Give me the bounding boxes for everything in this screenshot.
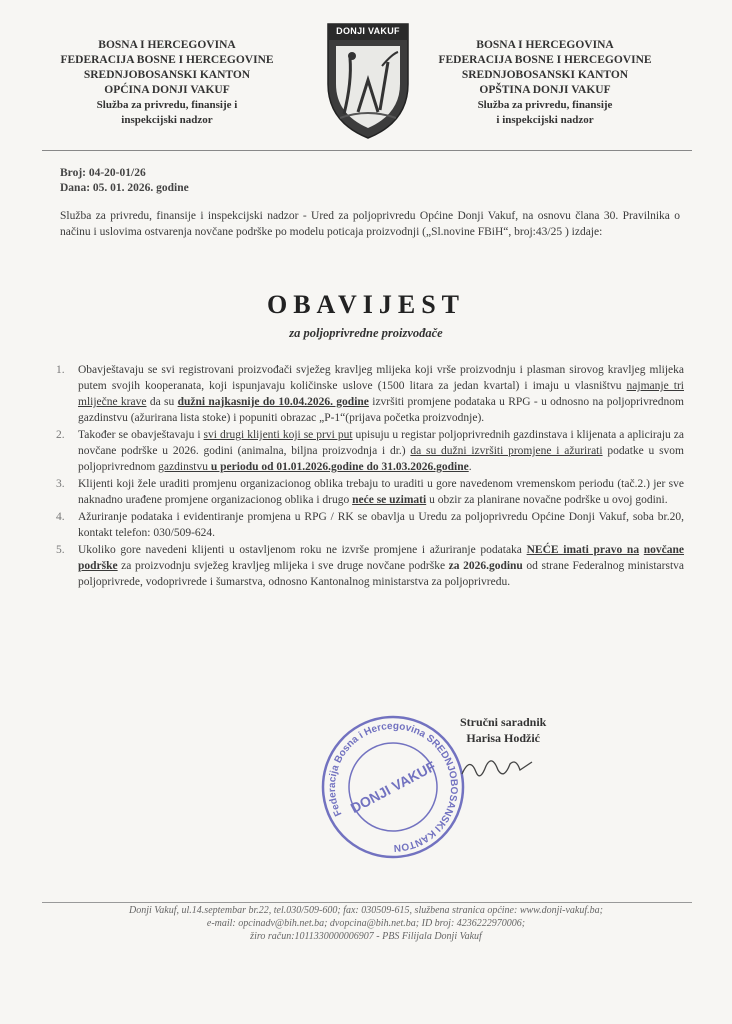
document-date: Dana: 05. 01. 2026. godine <box>60 182 189 194</box>
official-stamp <box>318 712 468 862</box>
footer-line1: Donji Vakuf, ul.14.septembar br.22, tel.030/509-600; fax: 030509-615, službena stranica općine: www.donji-vakuf.ba; <box>129 905 603 916</box>
header-right-line1: BOSNA I HERCEGOVINA <box>476 39 614 51</box>
header-left-line4: OPĆINA DONJI VAKUF <box>104 84 230 96</box>
item-deadline: dužni najkasnije do 10.04.2026. godine <box>177 396 369 408</box>
header-right <box>420 38 670 128</box>
item-text: . <box>468 461 472 473</box>
footer-line3: žiro račun:1011330000006907 - PBS Filijala Donji Vakuf <box>250 931 482 942</box>
header-left-line5: Služba za privredu, finansije i <box>96 99 238 111</box>
item-text-underlined: da su dužni izvršiti promjene i ažurirati <box>410 445 603 457</box>
handwritten-signature <box>458 752 538 786</box>
signer-name: Harisa Hodžić <box>466 731 541 745</box>
item-text: Klijenti koji žele uraditi promjenu organizacionog oblika trebaju to uraditi u gore navedenom vremenskom periodu (tač.2.) jer sve naknadno urađene promjene organizacionog oblika i drugo <box>78 478 684 506</box>
item-number: 1. <box>56 364 65 376</box>
header-left-line6: inspekcijski nadzor <box>121 114 213 126</box>
header-divider <box>42 150 692 151</box>
header-left-line1: BOSNA I HERCEGOVINA <box>98 39 236 51</box>
document-subtitle: za poljoprivredne proizvođače <box>289 326 443 340</box>
header-right-line2: FEDERACIJA BOSNE I HERCEGOVINE <box>438 54 652 66</box>
item-number: 5. <box>56 544 65 556</box>
document-title: OBAVIJEST <box>266 290 466 319</box>
header-right-line3: SREDNJOBOSANSKI KANTON <box>461 69 629 81</box>
item-text-underlined: NEĆE imati pravo na <box>526 544 640 556</box>
reference-number: Broj: 04-20-01/26 <box>60 167 146 179</box>
crest-label: DONJI VAKUF <box>336 26 400 36</box>
list-item <box>56 542 685 590</box>
item-text: Ažuriranje podataka i evidentiranje promjena u RPG / RK se obavlja u Uredu za poljoprivredu Općine Donji Vakuf, soba br.20, kontakt telefon: 030/509-624. <box>78 511 684 539</box>
list-item <box>56 509 684 541</box>
document-meta <box>60 166 189 196</box>
item-text-underlined: gazdinstvu <box>158 461 208 473</box>
item-text: upisuju u registar poljoprivrednih gazdinstava i klijenata a apliciraju za novčane podrške u 2026. godini (animalna, biljna proizvodnja i dr.) <box>78 429 684 457</box>
municipality-crest <box>322 22 414 140</box>
signer-title: Stručni saradnik <box>460 715 547 729</box>
item-text: izvršiti promjene podataka u RPG - u odnosno na poljoprivrednom gazdinstvu (ažurirana lista stoke) i popuniti obrazac „P-1“(prijava početka proizvodnje). <box>78 396 684 424</box>
item-text: podatke u svom poljoprivrednom <box>78 445 684 473</box>
stamp-outer-textpath: Federacija Bosna i Hercegovina SREDNJOBOSANSKI KANTON <box>326 720 460 854</box>
item-text-underlined: neće se uzimati <box>352 494 427 506</box>
header-left-line2: FEDERACIJA BOSNE I HERCEGOVINE <box>60 54 274 66</box>
header-left-line3: SREDNJOBOSANSKI KANTON <box>83 69 251 81</box>
header-right-line4: OPŠTINA DONJI VAKUF <box>479 84 611 96</box>
item-text: Također se obavještavaju i <box>78 429 204 441</box>
item-deadline: u periodu od 01.01.2026.godine do 31.03.2026.godine <box>208 461 469 473</box>
header-right-line6: i inspekcijski nadzor <box>496 114 594 126</box>
notice-list <box>56 362 685 591</box>
item-text-underlined: novčane podrške <box>78 544 685 572</box>
crest-icon <box>322 22 414 140</box>
item-text: u obzir za planirane novačne podrške u ovoj godini. <box>426 494 668 506</box>
item-text: za proizvodnju svježeg kravljeg mlijeka i sve druge novčane podrške <box>117 560 449 572</box>
footer-divider <box>42 902 692 903</box>
item-text-underlined: svi drugi klijenti koji se prvi put <box>203 429 353 441</box>
header-left <box>42 38 292 128</box>
list-item <box>56 427 684 475</box>
list-item <box>56 362 684 426</box>
footer-line2: e-mail: opcinadv@bih.net.ba; dvopcina@bih.net.ba; ID broj: 4236222970006; <box>206 918 526 929</box>
stamp-inner-text: DONJI VAKUF <box>347 757 439 817</box>
item-text: da su <box>146 396 178 408</box>
document-footer <box>40 904 692 943</box>
item-text: Ukoliko gore navedeni klijenti u ostavljenom roku ne izvrše promjene i ažuriranje podataka <box>78 544 527 556</box>
signer-block <box>460 714 546 746</box>
item-text-bold: za 2026.godinu <box>448 560 523 572</box>
list-item <box>56 476 684 508</box>
intro-paragraph: Služba za privredu, finansije i inspekcijski nadzor - Ured za poljoprivredu Općine Donji Vakuf, na osnovu člana 30. Pravilnika o načinu i uslovima ostvarenja novčane podrške po modelu poticaja proizvodnji („Sl.novine FBiH“, broj:43/25 ) izdaje: <box>60 210 680 238</box>
header-right-line5: Služba za privredu, finansije <box>477 99 613 111</box>
item-text: od strane Federalnog ministarstva poljoprivrede, vodoprivrede i šumarstva, odnosno Kantonalnog ministarstva za poljoprivredu. <box>78 560 684 588</box>
item-text: Obavještavaju se svi registrovani proizvođači svježeg kravljeg mlijeka koji vrše proizvodnju i plasman sirovog kravljeg mlijeka putem svojih kooperanata, koji ispunjavaju količinske uslove (1500 litara za jedan kvartal) i imaju u vlasništvu <box>78 364 684 392</box>
item-number: 3. <box>56 478 65 490</box>
item-number: 2. <box>56 429 65 441</box>
item-text-underlined: najmanje tri mliječne krave <box>78 380 684 408</box>
item-number: 4. <box>56 511 65 523</box>
